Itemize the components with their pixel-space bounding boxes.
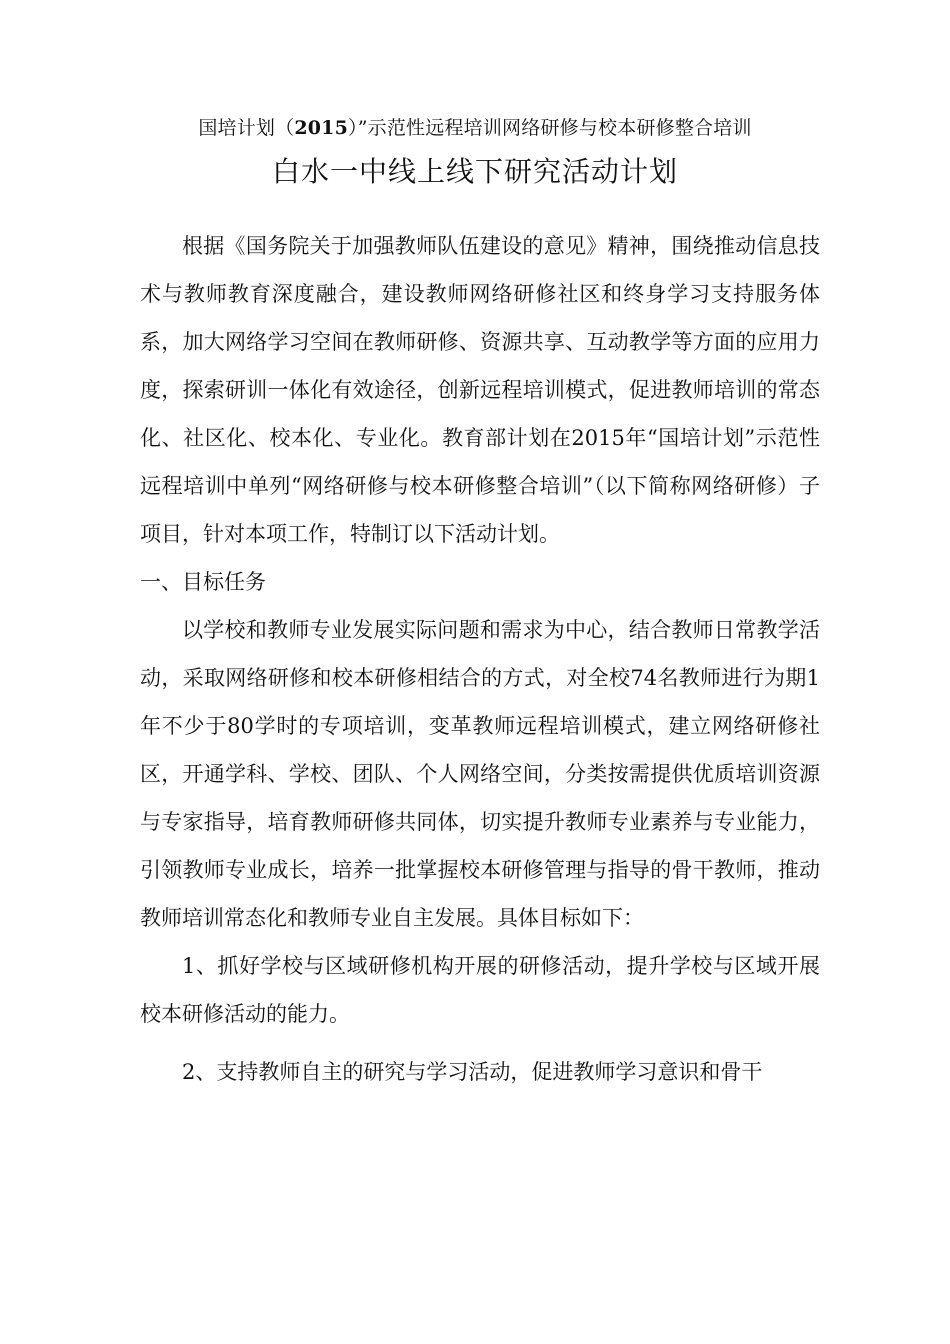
subtitle-part-1: 国培计划（	[198, 117, 295, 139]
document-subtitle	[0, 114, 950, 142]
section-heading-goals: 一、目标任务	[140, 570, 266, 594]
document-title: 白水一中线上线下研究活动计划	[271, 155, 678, 188]
document-body	[140, 222, 820, 1096]
paragraph-goal-1: 1、抓好学校与区域研修机构开展的研修活动，提升学校与区域开展校本研修活动的能力。	[140, 954, 820, 1026]
paragraph-goal-2: 2、支持教师自主的研究与学习活动，促进教师学习意识和骨干	[182, 1060, 763, 1084]
paragraph-goals: 以学校和教师专业发展实际问题和需求为中心，结合教师日常教学活动，采取网络研修和校本研修相结合的方式，对全校74名教师进行为期1年不少于80学时的专项培训，变革教师远程培训模式，建立网络研修社区，开通学科、学校、团队、个人网络空间，分类按需提供优质培训资源与专家指导，培育教师研修共同体，切实提升教师专业素养与专业能力，引领教师专业成长，培养一批掌握校本研修管理与指导的骨干教师，推动教师培训常态化和教师专业自主发展。具体目标如下：	[140, 618, 820, 930]
paragraph-intro: 根据《国务院关于加强教师队伍建设的意见》精神，围绕推动信息技术与教师教育深度融合，建设教师网络研修社区和终身学习支持服务体系，加大网络学习空间在教师研修、资源共享、互动教学等方面的应用力度，探索研训一体化有效途径，创新远程培训模式，促进教师培训的常态化、社区化、校本化、专业化。教育部计划在2015年“国培计划”示范性远程培训中单列“网络研修与校本研修整合培训”（以下简称网络研修）子项目，针对本项工作，特制订以下活动计划。	[140, 234, 820, 546]
subtitle-part-2: ）”示范性远程培训网络研修与校本研修整合培训	[348, 117, 752, 139]
subtitle-year: 2015	[294, 117, 349, 139]
